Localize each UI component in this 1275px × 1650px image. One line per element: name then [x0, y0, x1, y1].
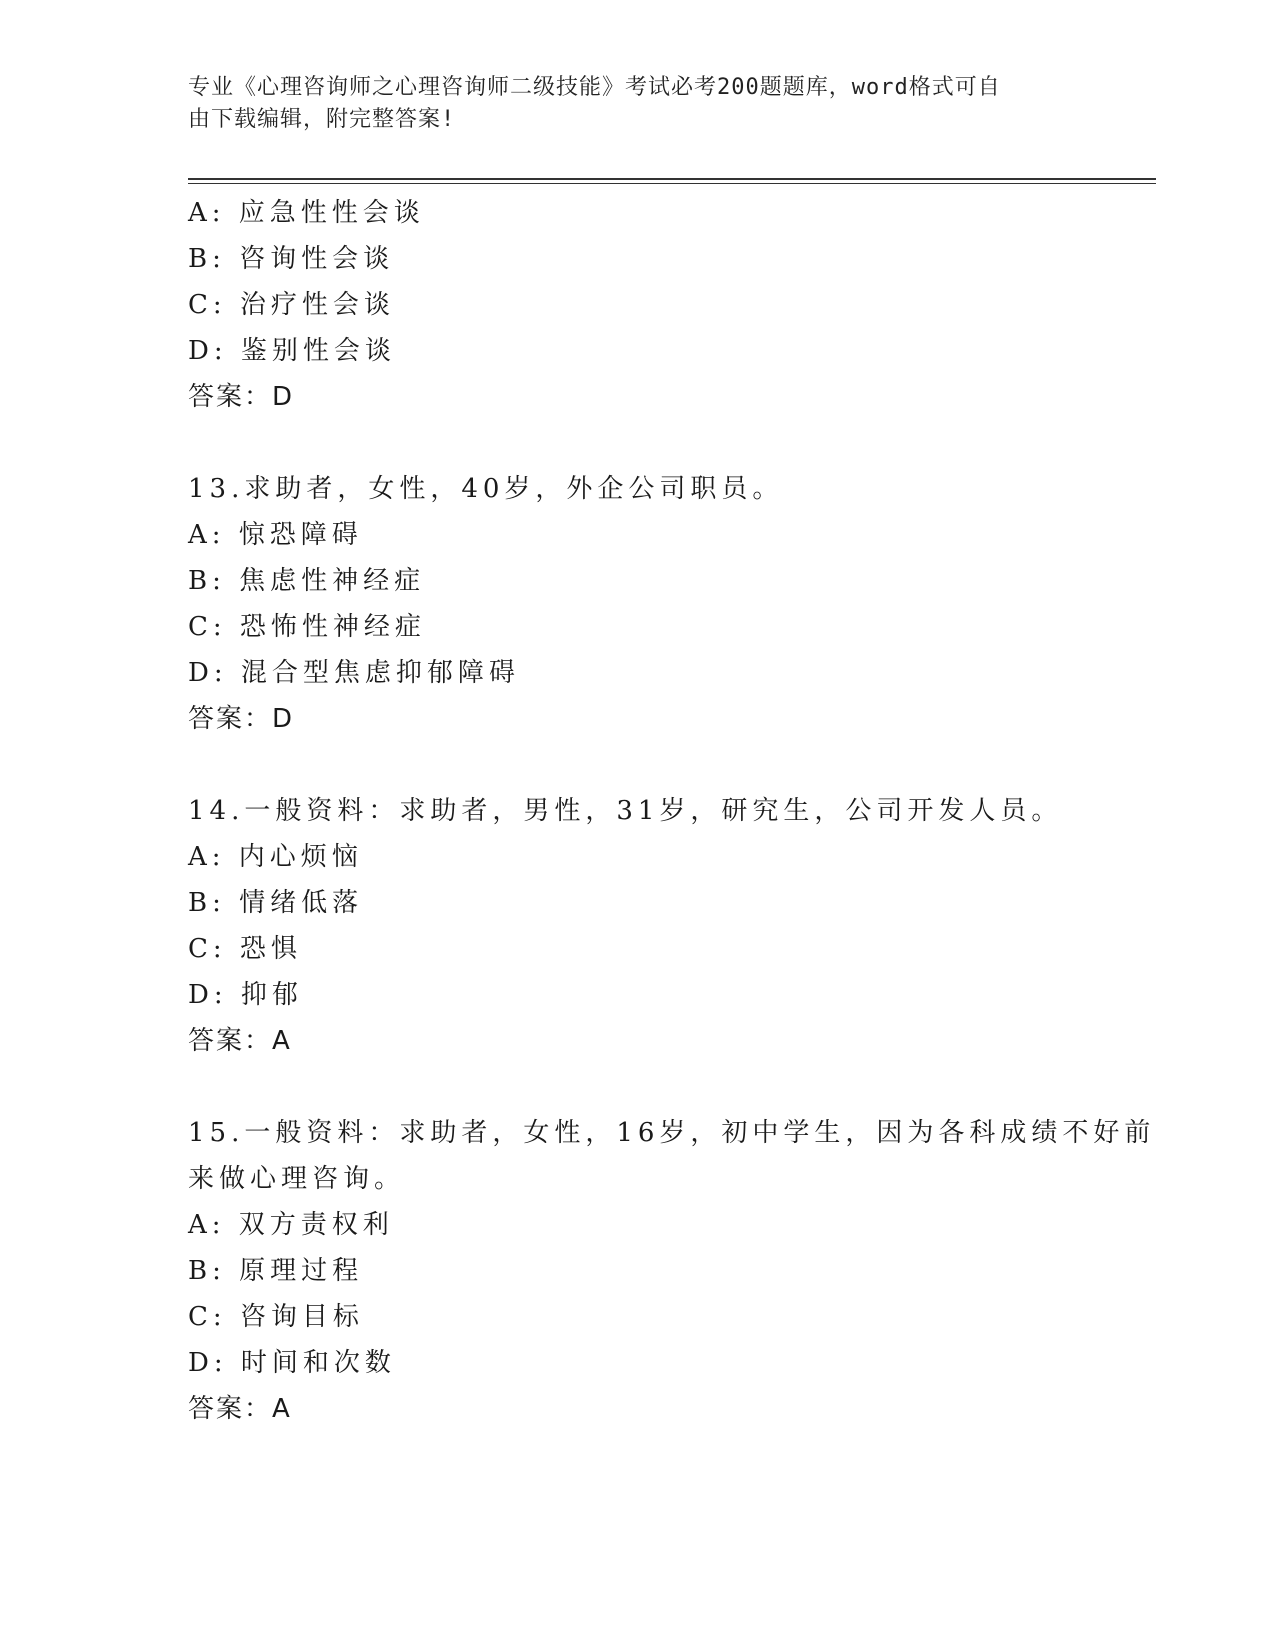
question-stem-line-2: 来做心理咨询。 [188, 1164, 406, 1194]
question-stem: 14.一般资料：求助者，男性，31岁，研究生，公司开发人员。 [188, 796, 1063, 826]
answer: 答案：A [188, 1026, 292, 1056]
header-divider-thick [188, 178, 1156, 180]
question-stem-line-1: 15.一般资料：求助者，女性，16岁，初中学生，因为各科成绩不好前 [188, 1118, 1156, 1148]
option-a: A: 双方责权利 [188, 1210, 394, 1240]
answer: 答案：D [188, 382, 295, 412]
option-d: D: 时间和次数 [188, 1348, 396, 1378]
option-d: D: 抑郁 [188, 980, 303, 1010]
header-line-2: 由下载编辑，附完整答案! [188, 107, 456, 132]
option-b: B: 原理过程 [188, 1256, 364, 1286]
option-b: B: 焦虑性神经症 [188, 566, 426, 596]
spacer [188, 420, 1088, 466]
question-stem: 13.求助者，女性，40岁，外企公司职员。 [188, 474, 784, 504]
option-d: D: 混合型焦虑抑郁障碍 [188, 658, 520, 688]
question-block-14 [188, 788, 1088, 1064]
header-line-1: 专业《心理咨询师之心理咨询师二级技能》考试必考200题题库，word格式可自 [188, 75, 1001, 100]
option-c: C: 咨询目标 [188, 1302, 364, 1332]
option-a: A: 惊恐障碍 [188, 520, 363, 550]
option-c: C: 恐惧 [188, 934, 302, 964]
option-c: C: 恐怖性神经症 [188, 612, 426, 642]
option-a: A: 应急性性会谈 [188, 198, 425, 228]
question-block-13 [188, 466, 1088, 742]
question-list [188, 190, 1156, 1432]
document-header [188, 72, 1068, 136]
option-a: A: 内心烦恼 [188, 842, 363, 872]
header-divider-thin [188, 183, 1156, 184]
answer: 答案：A [188, 1394, 292, 1424]
option-d: D: 鉴别性会谈 [188, 336, 396, 366]
question-block-12 [188, 190, 1088, 420]
spacer [188, 742, 1088, 788]
option-c: C: 治疗性会谈 [188, 290, 395, 320]
option-b: B: 情绪低落 [188, 888, 364, 918]
spacer [188, 1064, 1088, 1110]
answer: 答案：D [188, 704, 295, 734]
question-block-15 [188, 1110, 1156, 1432]
option-b: B: 咨询性会谈 [188, 244, 395, 274]
